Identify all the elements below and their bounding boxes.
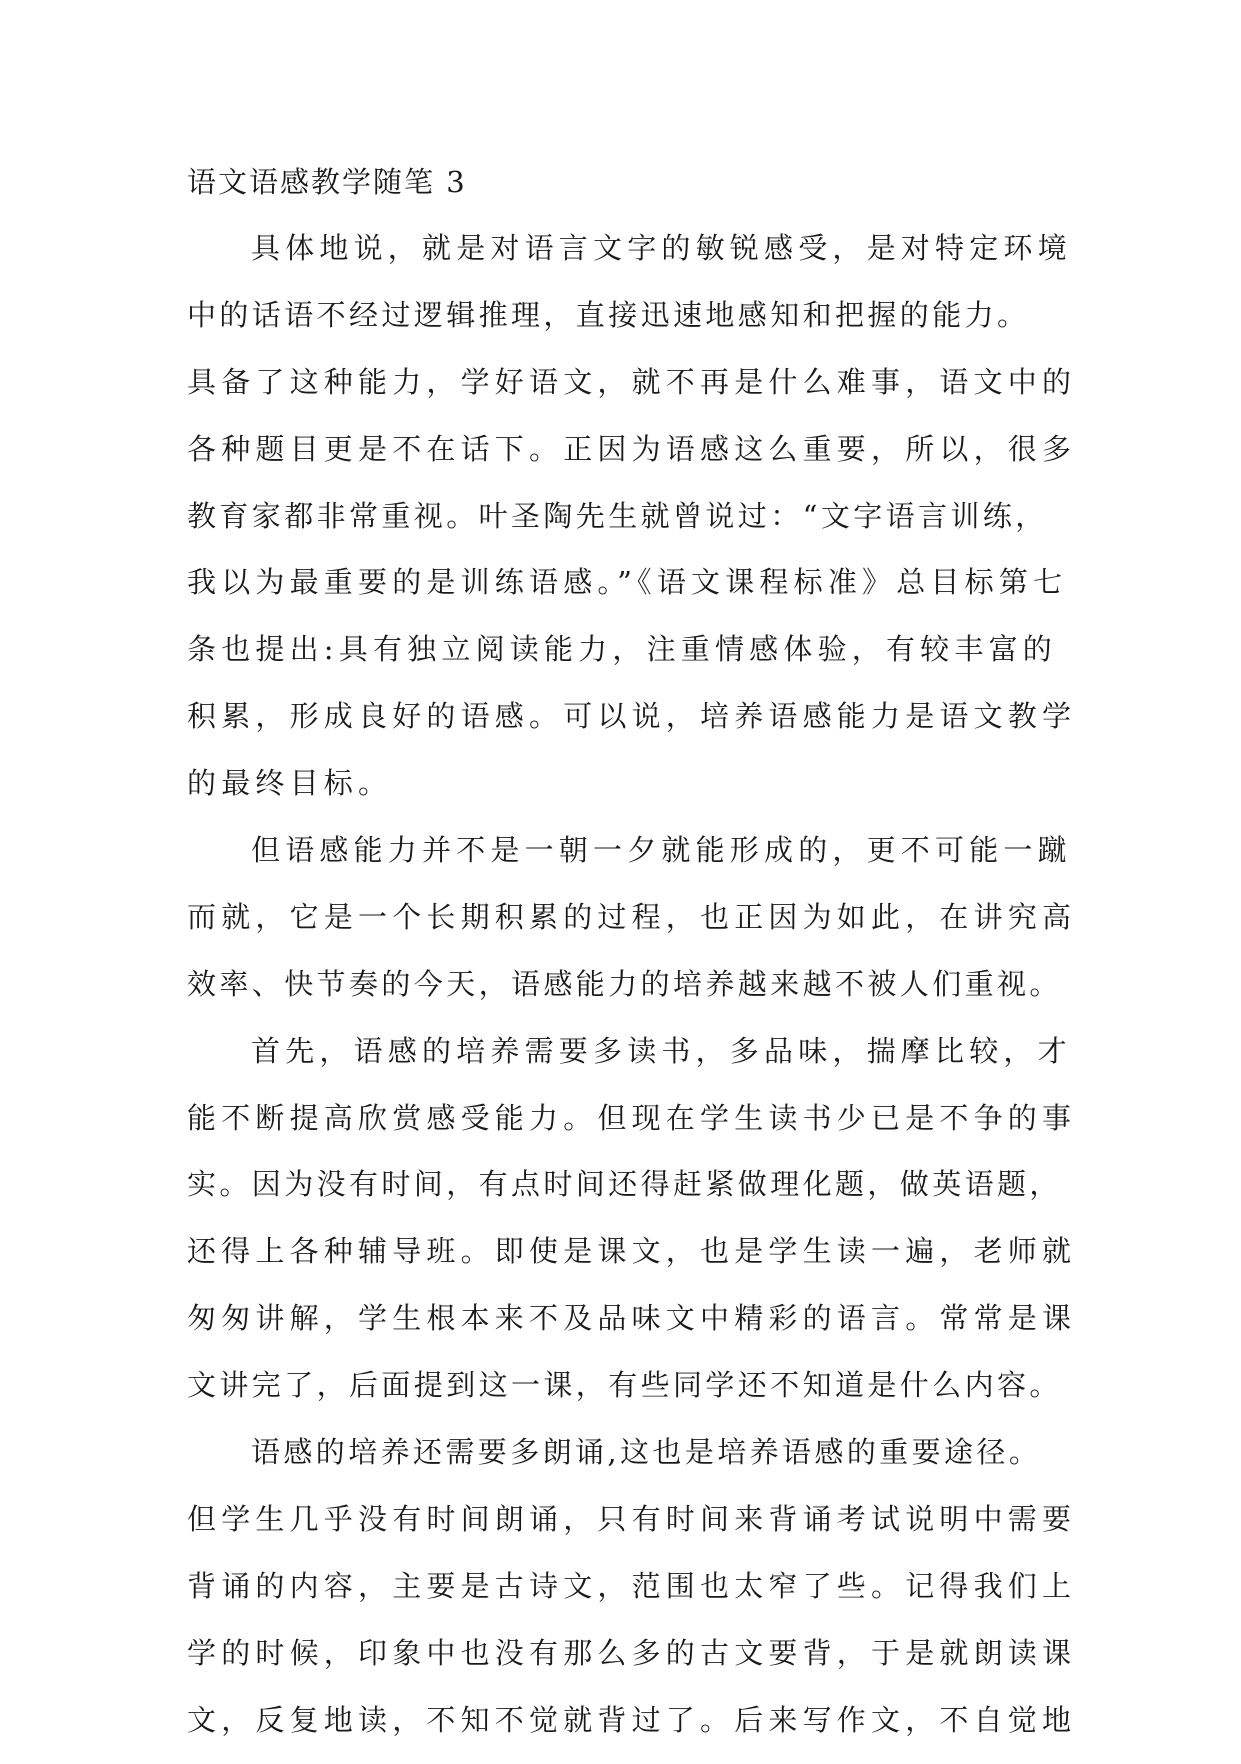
text-line: 背诵的内容，主要是古诗文，范围也太窄了些。记得我们上	[187, 1568, 1077, 1603]
text-line: 中的话语不经过逻辑推理，直接迅速地感知和把握的能力。	[187, 297, 1030, 332]
text-line: 的最终目标。	[187, 766, 393, 801]
text-line: 文，反复地读，不知不觉就背过了。后来写作文，不自觉地	[187, 1702, 1077, 1737]
text-line: 具备了这种能力，学好语文，就不再是什么难事，语文中的	[187, 364, 1077, 399]
text-line: 条也提出:具有独立阅读能力，注重情感体验，有较丰富的	[187, 632, 1057, 667]
text-line: 还得上各种辅导班。即使是课文，也是学生读一遍，老师就	[187, 1234, 1077, 1269]
text-line: 但语感能力并不是一朝一夕就能形成的，更不可能一蹴	[251, 833, 1072, 868]
text-line: 语感的培养还需要多朗诵,这也是培养语感的重要途径。	[251, 1435, 1042, 1470]
text-line: 匆匆讲解，学生根本来不及品味文中精彩的语言。常常是课	[187, 1301, 1077, 1336]
text-line: 教育家都非常重视。叶圣陶先生就曾说过：“文字语言训练，	[187, 498, 1048, 533]
text-line: 我以为最重要的是训练语感。”《语文课程标准》总目标第七	[187, 565, 1068, 600]
text-line: 各种题目更是不在话下。正因为语感这么重要，所以，很多	[187, 431, 1077, 466]
text-line: 而就，它是一个长期积累的过程，也正因为如此，在讲究高	[187, 899, 1077, 934]
text-line: 实。因为没有时间，有点时间还得赶紧做理化题，做英语题，	[187, 1167, 1062, 1202]
text-line: 具体地说，就是对语言文字的敏锐感受，是对特定环境	[251, 231, 1072, 265]
text-line: 文讲完了，后面提到这一课，有些同学还不知道是什么内容。	[187, 1368, 1062, 1403]
document-title: 语文语感教学随笔 3	[187, 165, 467, 199]
text-line: 能不断提高欣赏感受能力。但现在学生读书少已是不争的事	[187, 1100, 1077, 1135]
text-line: 效率、快节奏的今天，语感能力的培养越来越不被人们重视。	[187, 966, 1062, 1001]
text-line: 首先，语感的培养需要多读书，多品味，揣摩比较，才	[251, 1033, 1072, 1068]
text-line: 积累，形成良好的语感。可以说，培养语感能力是语文教学	[187, 699, 1077, 734]
text-line: 学的时候，印象中也没有那么多的古文要背，于是就朗读课	[187, 1635, 1077, 1670]
document-body	[187, 226, 1077, 1764]
text-line: 但学生几乎没有时间朗诵，只有时间来背诵考试说明中需要	[187, 1501, 1077, 1536]
